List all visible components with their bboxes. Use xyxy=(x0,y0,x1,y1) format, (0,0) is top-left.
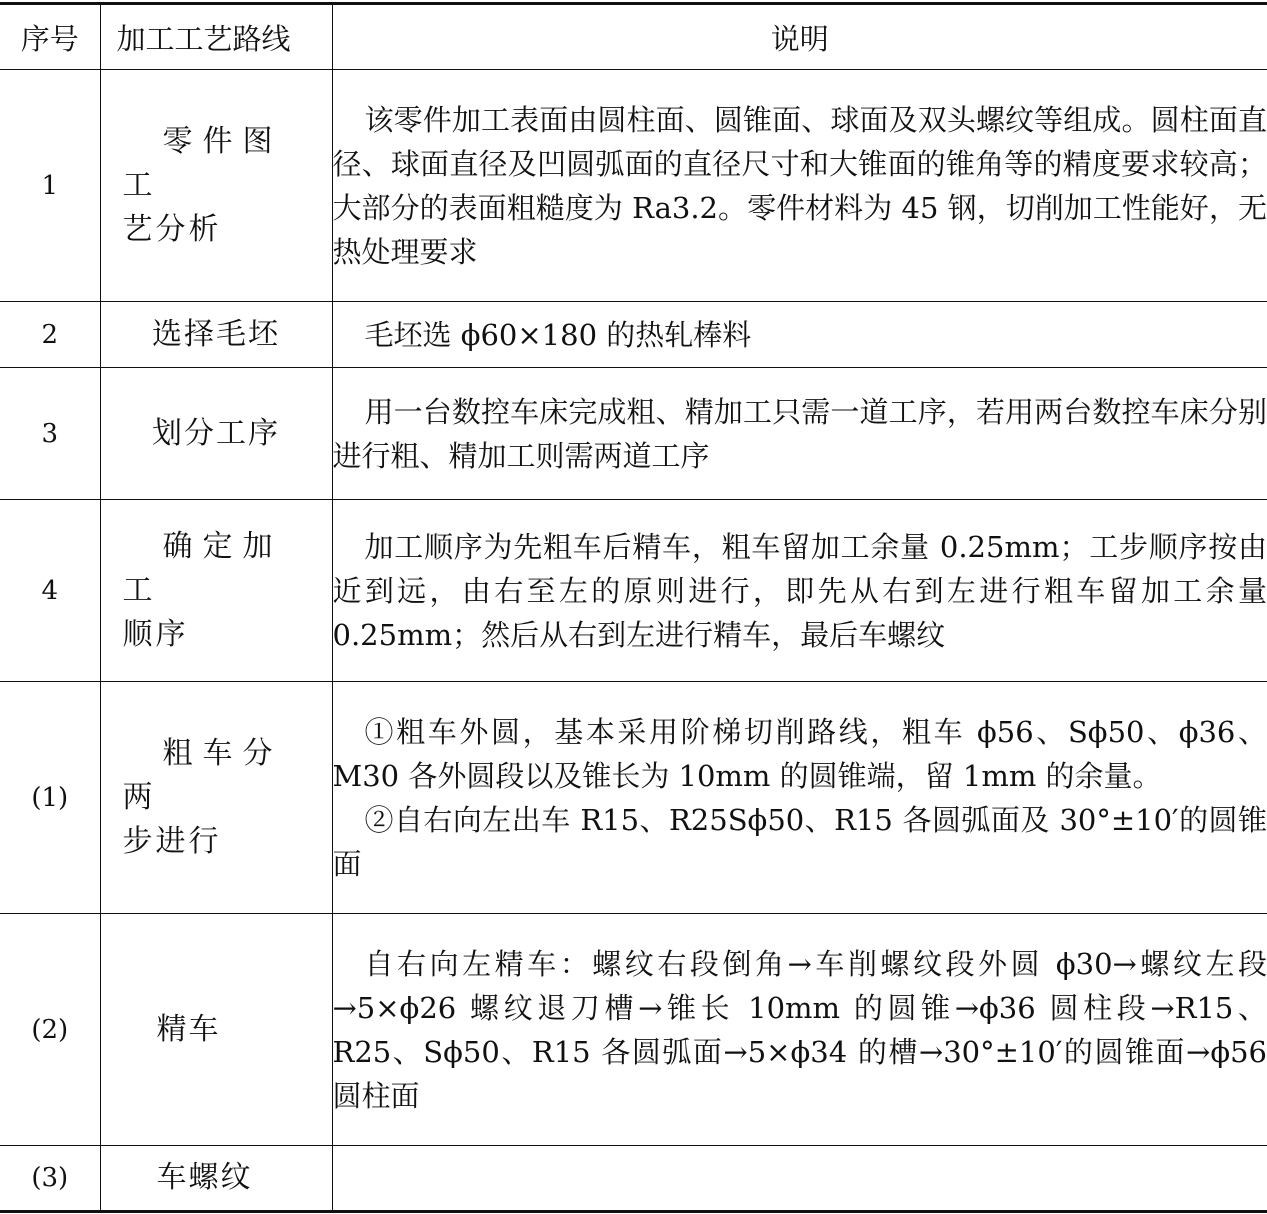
route-line: 艺分析 xyxy=(122,211,222,247)
row-no: 4 xyxy=(0,500,100,682)
row-desc xyxy=(332,1146,1267,1212)
table-row xyxy=(0,302,1267,368)
desc-text: 该零件加工表面由圆柱面、圆锥面、球面及双头螺纹等组成。圆柱面直径、球面直径及凹圆弧面的直径尺寸和大锥面的锥角等的精度要求较高；大部分的表面粗糙度为 Ra3.2。零件材料为 45 钢，切削加工性能好，无热处理要求 xyxy=(332,102,1267,269)
header-no: 序号 xyxy=(0,4,100,70)
desc-text: ②自右向左出车 R15、R25Sϕ50、R15 各圆弧面及 30°±10′的圆锥面 xyxy=(332,802,1267,881)
row-no: 1 xyxy=(0,70,100,302)
row-desc xyxy=(332,368,1267,500)
route-line: 顺序 xyxy=(122,616,189,652)
row-route xyxy=(100,682,332,914)
row-desc xyxy=(332,500,1267,682)
row-no: (2) xyxy=(0,914,100,1146)
route-line: 零件图工 xyxy=(122,123,283,203)
row-no: 2 xyxy=(0,302,100,368)
row-route: 车螺纹 xyxy=(100,1146,332,1212)
route-line: 确定加工 xyxy=(122,528,283,608)
desc-text: ①粗车外圆，基本采用阶梯切削路线，粗车 ϕ56、Sϕ50、ϕ36、M30 各外圆段以及锥长为 10mm 的圆锥端，留 1mm 的余量。 xyxy=(332,714,1267,793)
table-row xyxy=(0,70,1267,302)
desc-text: 毛坯选 ϕ60×180 的热轧棒料 xyxy=(364,317,752,352)
route-line: 步进行 xyxy=(122,823,222,859)
row-route xyxy=(100,500,332,682)
table-row xyxy=(0,682,1267,914)
row-desc xyxy=(332,914,1267,1146)
route-line: 粗车分两 xyxy=(122,735,283,815)
desc-text: 用一台数控车床完成粗、精加工只需一道工序，若用两台数控车床分别进行粗、精加工则需两道工序 xyxy=(332,394,1267,473)
row-desc xyxy=(332,70,1267,302)
row-desc xyxy=(332,682,1267,914)
row-route xyxy=(100,70,332,302)
table-header xyxy=(0,4,1267,70)
row-no: 3 xyxy=(0,368,100,500)
row-route: 选择毛坯 xyxy=(100,302,332,368)
row-route: 精车 xyxy=(100,914,332,1146)
table-row xyxy=(0,500,1267,682)
row-desc xyxy=(332,302,1267,368)
row-route: 划分工序 xyxy=(100,368,332,500)
table-row xyxy=(0,368,1267,500)
row-no: (3) xyxy=(0,1146,100,1212)
row-no: (1) xyxy=(0,682,100,914)
desc-text: 自右向左精车：螺纹右段倒角→车削螺纹段外圆 ϕ30→螺纹左段→5×ϕ26 螺纹退刀槽→锥长 10mm 的圆锥→ϕ36 圆柱段→R15、R25、Sϕ50、R15 各圆弧面→5×ϕ34 的槽→30°±10′的圆锥面→ϕ56 圆柱面 xyxy=(332,946,1267,1113)
table-row xyxy=(0,914,1267,1146)
desc-text: 加工顺序为先粗车后精车，粗车留加工余量 0.25mm；工步顺序按由近到远，由右至左的原则进行，即先从右到左进行粗车留加工余量 0.25mm；然后从右到左进行精车，最后车螺纹 xyxy=(332,529,1267,652)
process-table xyxy=(0,2,1267,1213)
table-row xyxy=(0,1146,1267,1212)
header-route: 加工工艺路线 xyxy=(100,4,332,70)
header-desc: 说明 xyxy=(332,4,1267,70)
